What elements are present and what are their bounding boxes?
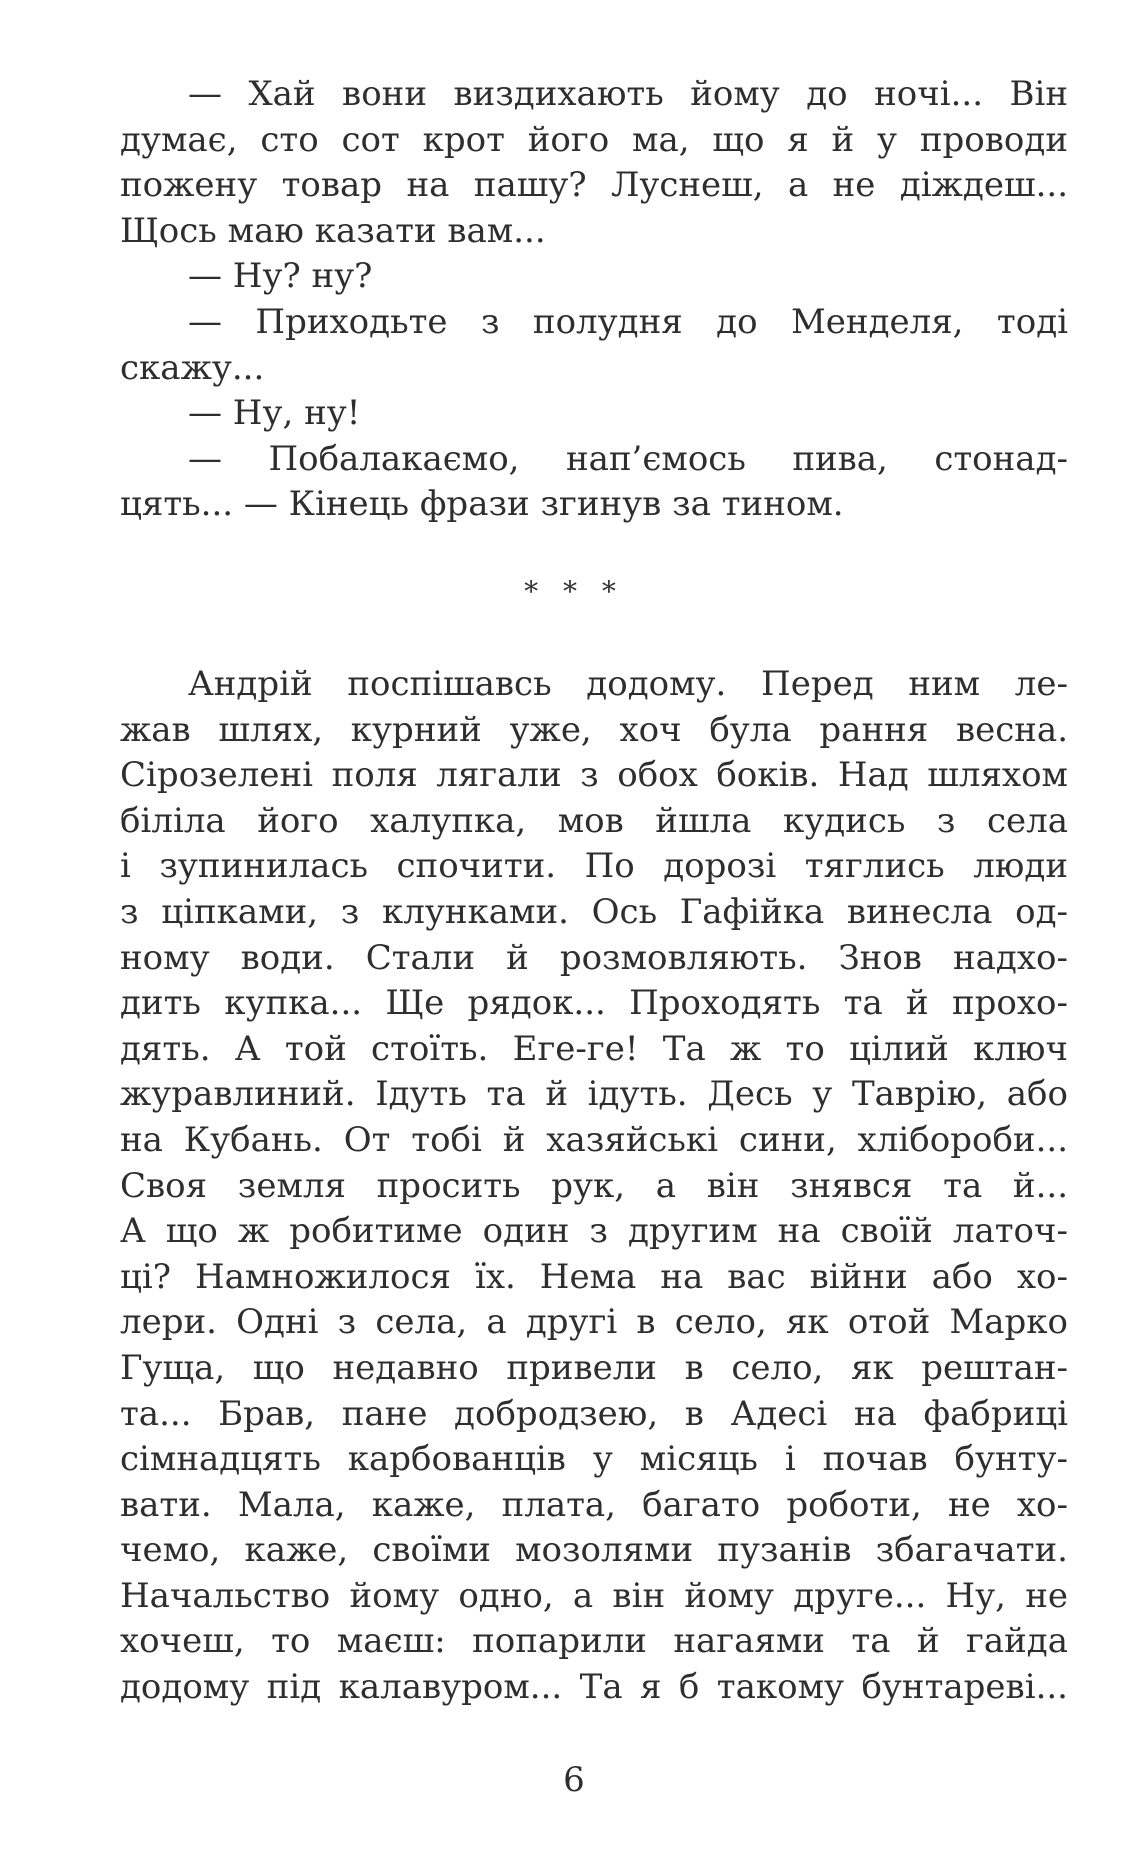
dialogue-block: [120, 72, 1068, 528]
text-line: та... Брав, пане добродзею, в Адесі на фабриці: [120, 1393, 1068, 1434]
text-line: сімнадцять карбованців у місяць і почав бунту-: [120, 1439, 1068, 1480]
text-line: цять... — Кінець фрази згинув за тином.: [120, 484, 844, 525]
text-line: Андрій поспішавсь додому. Перед ним ле-: [188, 664, 1068, 704]
text-line: Своя земля просить рук, а він знявся та й...: [120, 1165, 1068, 1206]
text-line: додому під калавуром... Та я б такому бунтареві...: [120, 1667, 1068, 1708]
text-line: біліла його халупка, мов йшла кудись з села: [120, 800, 1068, 841]
section-separator: * * *: [524, 575, 624, 608]
text-line: вати. Мала, каже, плата, багато роботи, не хо-: [120, 1484, 1068, 1525]
text-line: А що ж робитиме один з другим на своїй латоч-: [120, 1211, 1068, 1252]
text-line: і зупинилась спочити. По дорозі тяглись люди: [120, 846, 1068, 887]
text-line: — Ну, ну!: [188, 393, 361, 434]
text-line: Щось маю казати вам...: [120, 210, 546, 251]
text-line: чемо, каже, своїми мозолями пузанів збагачати.: [120, 1530, 1068, 1571]
text-line: — Ну? ну?: [188, 256, 373, 297]
text-line: скажу...: [120, 347, 265, 388]
text-line: лери. Одні з села, а другі в село, як отой Марко: [120, 1302, 1068, 1343]
text-line: дять. А той стоїть. Еге-ге! Та ж то цілий ключ: [120, 1028, 1068, 1069]
text-line: думає, сто сот крот його ма, що я й у проводи: [120, 119, 1068, 160]
text-line: — Приходьте з полудня до Менделя, тоді: [188, 301, 1068, 342]
text-line: на Кубань. От тобі й хазяйські сини, хлібороби...: [120, 1119, 1068, 1160]
text-line: хочеш, то маєш: попарили нагаями та й гайда: [120, 1621, 1068, 1662]
text-line: дить купка... Ще рядок... Проходять та й прохо-: [120, 983, 1068, 1024]
text-line: — Хай вони виздихають йому до ночі... Він: [188, 74, 1068, 114]
text-line: з ціпками, з клунками. Ось Гафійка винесла од-: [120, 891, 1068, 932]
text-line: ці? Намножилося їх. Нема на вас війни або хо-: [120, 1256, 1068, 1297]
text-line: — Побалакаємо, нап’ємось пива, стонад-: [188, 438, 1068, 479]
page-number: 6: [563, 1760, 585, 1800]
text-line: пожену товар на пашу? Луснеш, а не діждеш...: [120, 165, 1068, 206]
text-line: ному води. Стали й розмовляють. Знов надхо-: [120, 937, 1068, 978]
text-line: Гуща, що недавно привели в село, як рештан-: [120, 1347, 1068, 1388]
narrative-block: [120, 662, 1068, 1711]
text-line: жав шлях, курний уже, хоч була рання весна.: [120, 709, 1068, 750]
text-line: журавлиний. Ідуть та й ідуть. Десь у Таврію, або: [120, 1074, 1068, 1115]
text-line: Сірозелені поля лягали з обох боків. Над шляхом: [120, 755, 1068, 796]
text-line: Начальство йому одно, а він йому друге... Ну, не: [120, 1575, 1068, 1616]
